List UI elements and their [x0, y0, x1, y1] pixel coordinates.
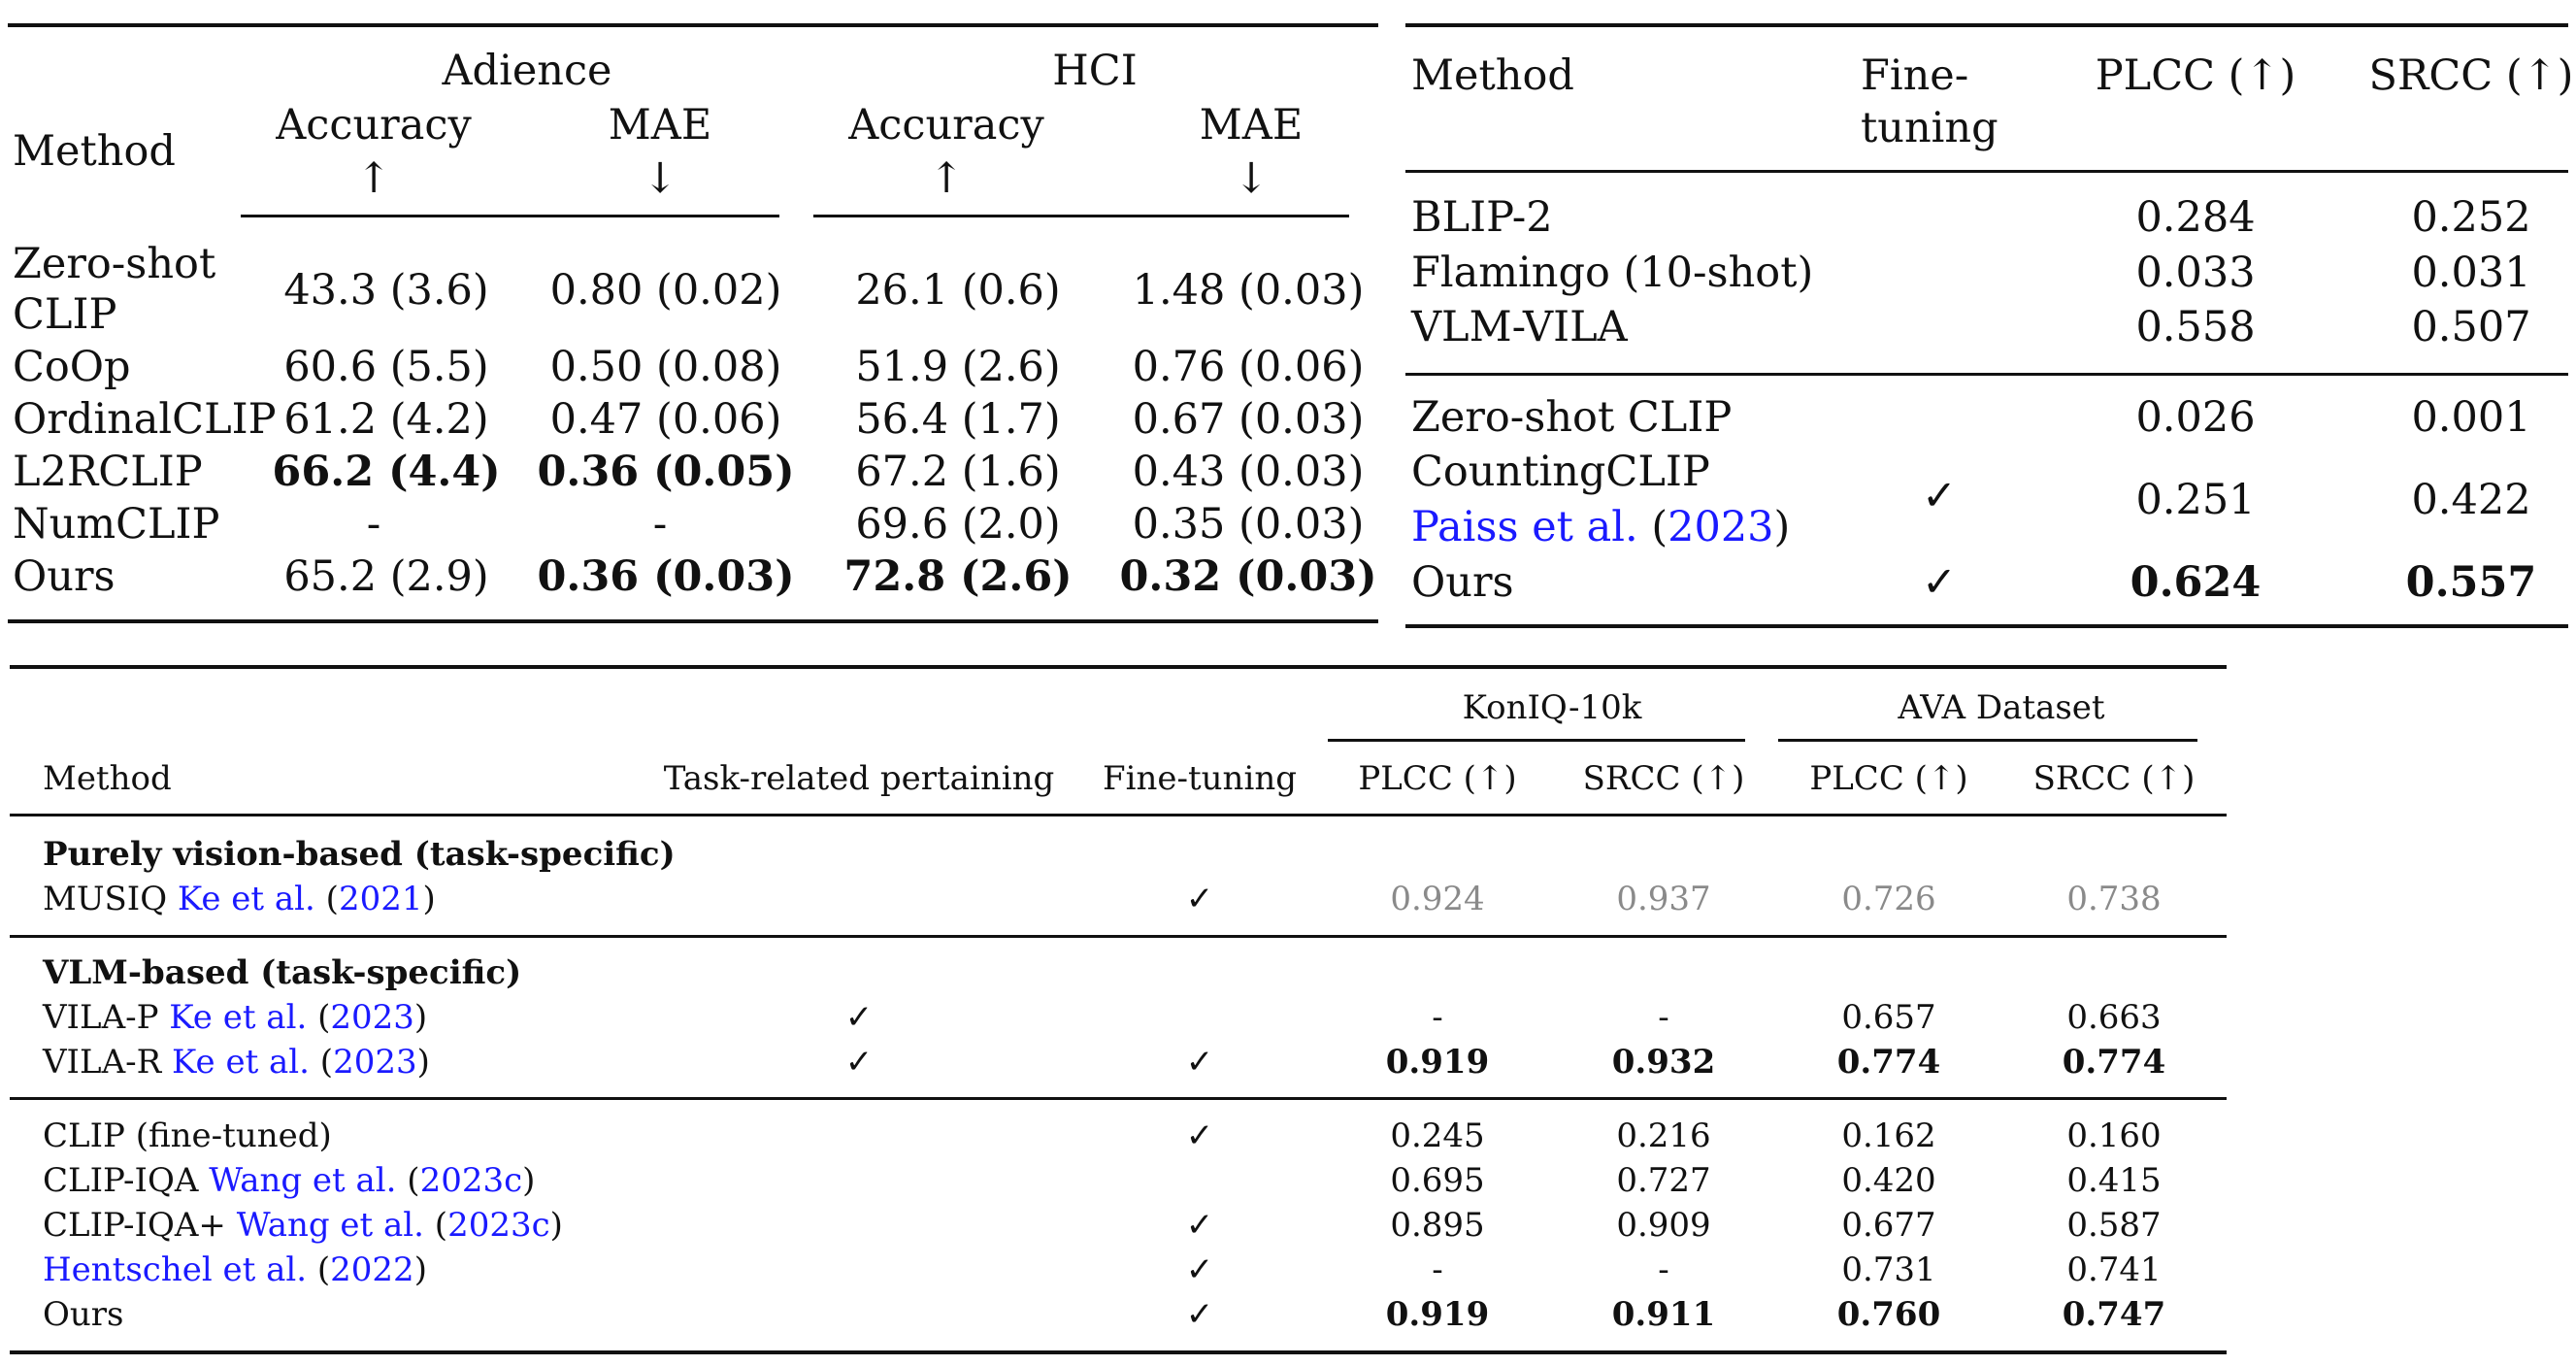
cell: 0.420	[1841, 1161, 1936, 1200]
cell: 65.2 (2.9)	[283, 552, 489, 601]
citation-year-link[interactable]: 2022	[330, 1250, 414, 1289]
plcc-header: PLCC (↑)	[2095, 51, 2296, 100]
section-title: VLM-based (task-specific)	[43, 953, 522, 992]
citation-year-link[interactable]: 2021	[338, 880, 423, 918]
cell: 0.001	[2411, 393, 2531, 442]
checkmark-icon: ✓	[844, 1043, 874, 1082]
cell: 0.924	[1390, 880, 1485, 918]
cell: 26.1 (0.6)	[855, 266, 1061, 315]
method-header: Method	[1411, 51, 1574, 100]
cell: 0.35 (0.03)	[1132, 500, 1365, 549]
cell-best: 0.32 (0.03)	[1119, 552, 1377, 601]
cell: 43.3 (3.6)	[283, 266, 489, 315]
bottom-rule	[8, 619, 1378, 623]
method-header: Method	[13, 127, 176, 176]
row-method: CLIP (fine-tuned)	[43, 1116, 332, 1155]
down-arrow-icon: ↓	[642, 154, 678, 203]
citation-year-link[interactable]: 2023	[330, 998, 414, 1037]
col-header-accuracy: Accuracy	[276, 101, 472, 150]
cell: 0.507	[2411, 303, 2531, 351]
pretraining-header: Task-related pertaining	[663, 759, 1055, 798]
cell: 0.415	[2066, 1161, 2162, 1200]
cell: 0.695	[1390, 1161, 1485, 1200]
cmidrule-koniq	[1328, 739, 1745, 742]
checkmark-icon: ✓	[1185, 1295, 1214, 1334]
row-method: CLIP	[13, 290, 117, 339]
cmidrule-ava	[1778, 739, 2197, 742]
cell: 0.741	[2066, 1250, 2162, 1289]
top-rule	[1405, 23, 2568, 27]
citation-link[interactable]: Wang et al.	[209, 1161, 397, 1200]
group-header-koniq: KonIQ-10k	[1462, 688, 1642, 727]
cell-best: 0.557	[2405, 558, 2537, 607]
mid-rule	[10, 1097, 2227, 1100]
cell: 0.50 (0.08)	[549, 343, 782, 391]
row-method: CLIP-IQA Wang et al. (2023c)	[43, 1161, 536, 1200]
cell: 51.9 (2.6)	[855, 343, 1061, 391]
cell: 1.48 (0.03)	[1132, 266, 1365, 315]
cell: 0.587	[2066, 1206, 2162, 1245]
col-header-mae: MAE	[608, 101, 712, 150]
cell: 56.4 (1.7)	[855, 395, 1061, 444]
cell-best: 0.911	[1611, 1295, 1716, 1334]
cell: 67.2 (1.6)	[855, 448, 1061, 496]
cell-best: 72.8 (2.6)	[843, 552, 1073, 601]
up-arrow-icon: ↑	[355, 154, 392, 203]
row-method: Hentschel et al. (2022)	[43, 1250, 427, 1289]
finetune-header: Fine-tuning	[1103, 759, 1297, 798]
row-method: Ours	[13, 552, 116, 601]
group-header-ava: AVA Dataset	[1898, 688, 2105, 727]
col-header-accuracy: Accuracy	[848, 101, 1044, 150]
row-method: L2RCLIP	[13, 448, 203, 496]
cmidrule-adience	[241, 215, 779, 217]
cell: 0.026	[2135, 393, 2256, 442]
top-rule	[8, 23, 1378, 27]
mid-rule	[10, 935, 2227, 938]
cell: 0.251	[2135, 476, 2256, 524]
row-method: Zero-shot CLIP	[1411, 393, 1733, 442]
cell: 0.80 (0.02)	[549, 266, 782, 315]
cell-best: 0.36 (0.05)	[537, 448, 795, 496]
group-header-adience: Adience	[442, 47, 612, 95]
row-method: VLM-VILA	[1411, 303, 1628, 351]
citation-year-link[interactable]: 2023c	[447, 1206, 550, 1245]
cell-best: 0.36 (0.03)	[537, 552, 795, 601]
cmidrule-hci	[813, 215, 1349, 217]
mid-rule	[10, 814, 2227, 816]
cell-best: 0.919	[1385, 1043, 1490, 1082]
cell: 0.731	[1841, 1250, 1936, 1289]
up-arrow-icon: ↑	[928, 154, 965, 203]
mid-rule	[1405, 373, 2568, 376]
cell: 0.252	[2411, 193, 2531, 242]
cell-best: 0.760	[1836, 1295, 1941, 1334]
srcc-header: SRCC (↑)	[2032, 759, 2196, 798]
row-method: Zero-shot	[13, 240, 216, 288]
cell: 0.677	[1841, 1206, 1936, 1245]
row-method: Ours	[43, 1295, 124, 1334]
checkmark-icon: ✓	[1921, 558, 1958, 607]
cell: 0.160	[2066, 1116, 2162, 1155]
cell: 0.162	[1841, 1116, 1936, 1155]
srcc-header: SRCC (↑)	[1582, 759, 1745, 798]
row-method: BLIP-2	[1411, 193, 1553, 242]
row-method: OrdinalCLIP	[13, 395, 277, 444]
method-header: Method	[43, 759, 172, 798]
finetune-header: Fine-	[1861, 51, 1969, 100]
cell-best: 0.747	[2062, 1295, 2166, 1334]
cell: 0.738	[2066, 880, 2162, 918]
cell: 0.245	[1390, 1116, 1485, 1155]
group-header-hci: HCI	[1052, 47, 1138, 95]
citation-link[interactable]: Paiss et al.	[1411, 503, 1638, 551]
citation: Paiss et al. (2023)	[1411, 503, 1791, 551]
citation-link[interactable]: Wang et al.	[236, 1206, 424, 1245]
cell-best: 0.774	[2062, 1043, 2166, 1082]
checkmark-icon: ✓	[1921, 472, 1958, 520]
cell: -	[1658, 998, 1669, 1037]
cell: -	[652, 500, 668, 549]
row-method: Ours	[1411, 558, 1514, 607]
cell: 61.2 (4.2)	[283, 395, 489, 444]
checkmark-icon: ✓	[1185, 1043, 1214, 1082]
cell: -	[366, 500, 381, 549]
cell: 60.6 (5.5)	[283, 343, 489, 391]
cell: 0.558	[2135, 303, 2256, 351]
citation-link[interactable]: Ke et al.	[177, 880, 315, 918]
checkmark-icon: ✓	[1185, 1206, 1214, 1245]
row-method: Flamingo (10-shot)	[1411, 249, 1814, 297]
bottom-rule	[1405, 624, 2568, 628]
cell: 0.033	[2135, 249, 2256, 297]
cell: 0.909	[1616, 1206, 1711, 1245]
cell: 0.216	[1616, 1116, 1711, 1155]
checkmark-icon: ✓	[1185, 1116, 1214, 1155]
row-method: CoOp	[13, 343, 131, 391]
citation-year-link[interactable]: 2023c	[419, 1161, 523, 1200]
citation-link[interactable]: Ke et al.	[169, 998, 308, 1037]
row-method: VILA-P Ke et al. (2023)	[43, 998, 428, 1037]
checkmark-icon: ✓	[1185, 880, 1214, 918]
cell: -	[1432, 1250, 1443, 1289]
row-method: CLIP-IQA+ Wang et al. (2023c)	[43, 1206, 563, 1245]
cell: 0.895	[1390, 1206, 1485, 1245]
down-arrow-icon: ↓	[1233, 154, 1270, 203]
plcc-header: PLCC (↑)	[1809, 759, 1968, 798]
cell-best: 0.774	[1836, 1043, 1941, 1082]
cell: -	[1432, 998, 1443, 1037]
citation-link[interactable]: Ke et al.	[172, 1043, 310, 1082]
cell: 0.657	[1841, 998, 1936, 1037]
cell: 0.76 (0.06)	[1132, 343, 1365, 391]
col-header-mae: MAE	[1199, 101, 1304, 150]
cell: -	[1658, 1250, 1669, 1289]
row-method: NumCLIP	[13, 500, 220, 549]
cell: 0.663	[2066, 998, 2162, 1037]
row-method: CountingCLIP	[1411, 448, 1710, 496]
finetune-header: tuning	[1861, 104, 1998, 152]
cell-best: 66.2 (4.4)	[272, 448, 501, 496]
cell-best: 0.624	[2130, 558, 2262, 607]
cell: 0.284	[2135, 193, 2256, 242]
bottom-rule	[10, 1350, 2227, 1354]
section-title: Purely vision-based (task-specific)	[43, 835, 676, 874]
row-method: VILA-R Ke et al. (2023)	[43, 1043, 430, 1082]
citation-year-link[interactable]: 2023	[1668, 503, 1774, 551]
cell: 0.727	[1616, 1161, 1711, 1200]
cell: 0.937	[1616, 880, 1711, 918]
cell-best: 0.932	[1611, 1043, 1716, 1082]
checkmark-icon: ✓	[1185, 1250, 1214, 1289]
srcc-header: SRCC (↑)	[2368, 51, 2574, 100]
cell-best: 0.919	[1385, 1295, 1490, 1334]
cell: 0.031	[2411, 249, 2531, 297]
plcc-header: PLCC (↑)	[1358, 759, 1517, 798]
cell: 69.6 (2.0)	[855, 500, 1061, 549]
cell: 0.67 (0.03)	[1132, 395, 1365, 444]
citation-link[interactable]: Hentschel et al.	[43, 1250, 308, 1289]
citation-year-link[interactable]: 2023	[333, 1043, 417, 1082]
cell: 0.47 (0.06)	[549, 395, 782, 444]
mid-rule	[1405, 170, 2568, 173]
cell: 0.726	[1841, 880, 1936, 918]
cell: 0.43 (0.03)	[1132, 448, 1365, 496]
top-rule	[10, 665, 2227, 669]
checkmark-icon: ✓	[844, 998, 874, 1037]
row-method: MUSIQ Ke et al. (2021)	[43, 880, 436, 918]
cell: 0.422	[2411, 476, 2531, 524]
